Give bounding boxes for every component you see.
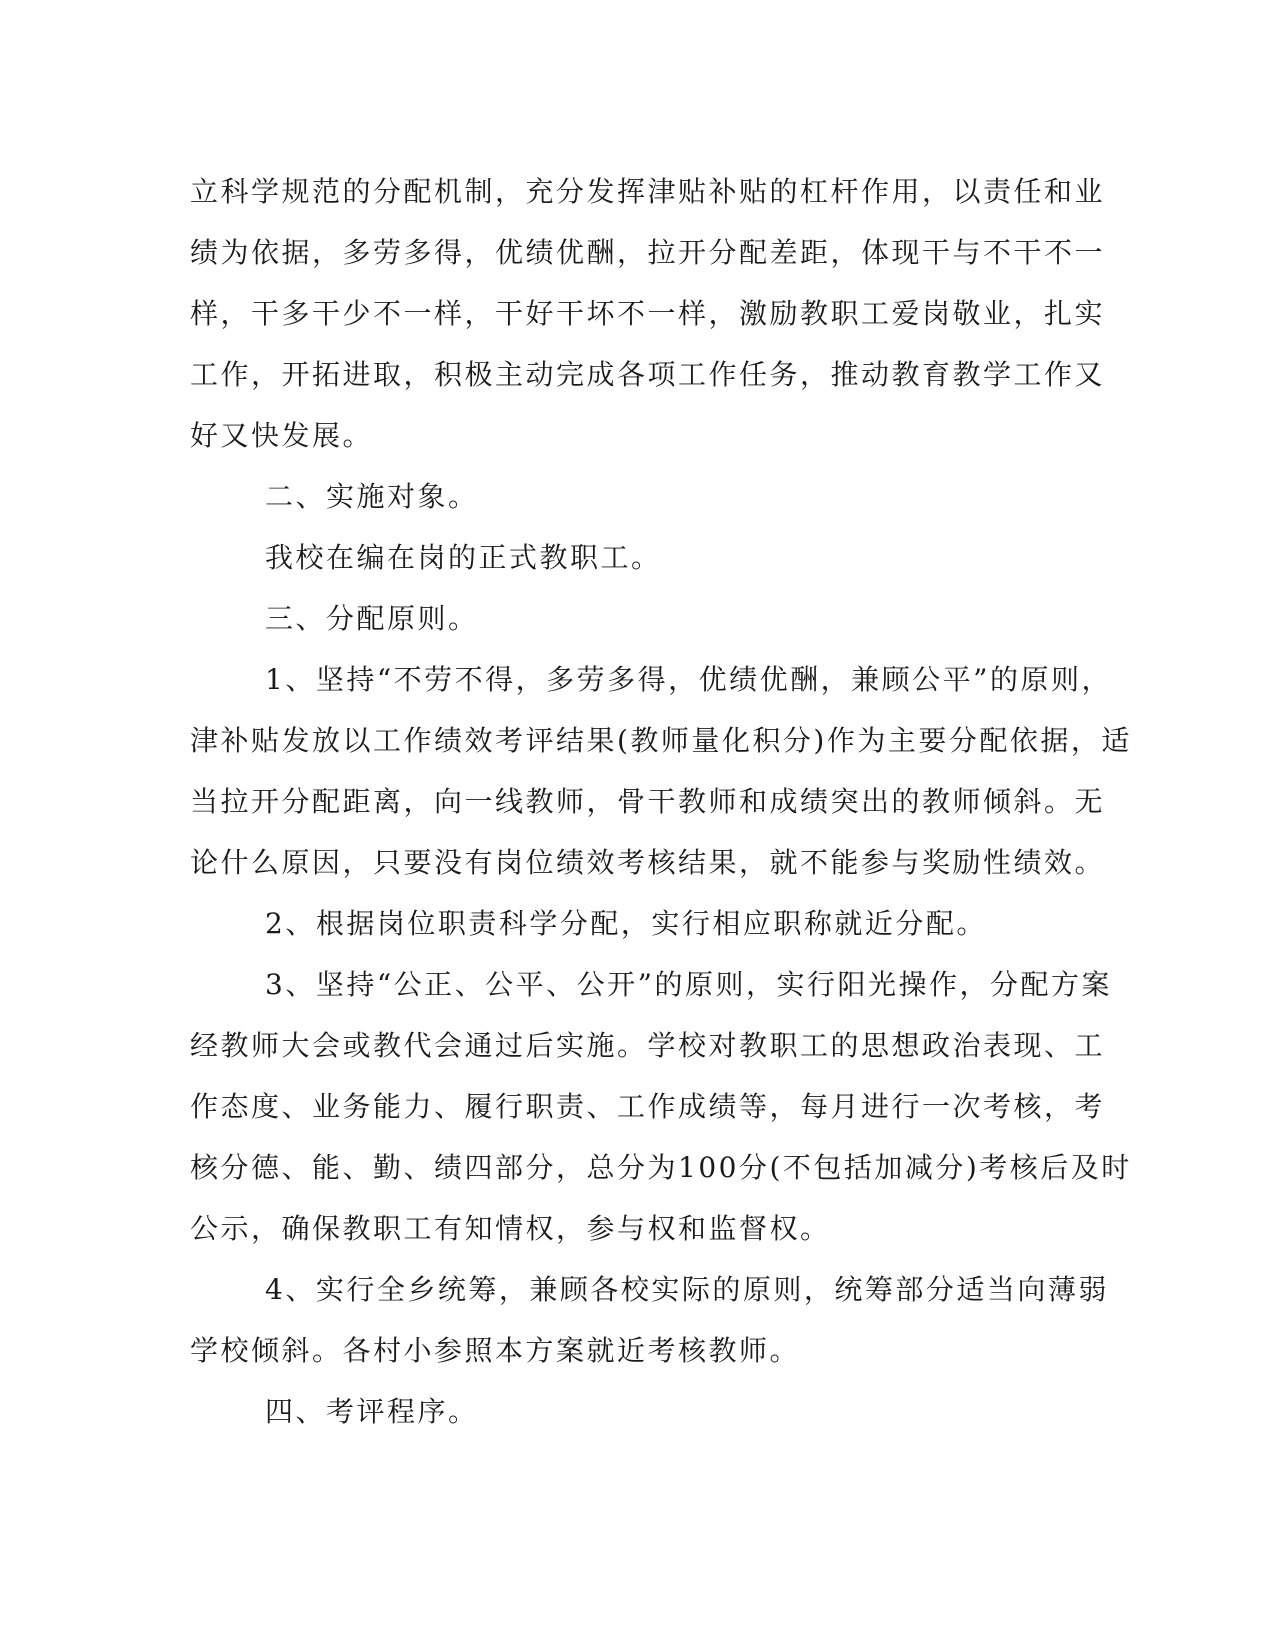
text-line: 经教师大会或教代会通过后实施。学校对教职工的思想政治表现、工 xyxy=(190,1029,1106,1062)
text-line: 三、分配原则。 xyxy=(265,602,479,635)
text-line: 1、坚持“不劳不得，多劳多得，优绩优酬，兼顾公平”的原则， xyxy=(265,663,1112,696)
text-line: 论什么原因，只要没有岗位绩效考核结果，就不能参与奖励性绩效。 xyxy=(190,846,1106,879)
text-line: 四、考评程序。 xyxy=(265,1395,479,1428)
text-line: 立科学规范的分配机制，充分发挥津贴补贴的杠杆作用，以责任和业 xyxy=(190,175,1106,208)
text-line: 作态度、业务能力、履行职责、工作成绩等，每月进行一次考核，考 xyxy=(190,1090,1106,1123)
text-line: 4、实行全乡统筹，兼顾各校实际的原则，统筹部分适当向薄弱 xyxy=(265,1273,1109,1306)
text-line: 工作，开拓进取，积极主动完成各项工作任务，推动教育教学工作又 xyxy=(190,358,1106,391)
text-line: 学校倾斜。各村小参照本方案就近考核教师。 xyxy=(190,1334,801,1367)
text-line: 绩为依据，多劳多得，优绩优酬，拉开分配差距，体现干与不干不一 xyxy=(190,236,1106,269)
document-body xyxy=(190,161,1132,1442)
text-line: 公示，确保教职工有知情权，参与权和监督权。 xyxy=(190,1212,831,1245)
text-line: 好又快发展。 xyxy=(190,419,374,452)
text-line: 我校在编在岗的正式教职工。 xyxy=(265,541,662,574)
text-line: 津补贴发放以工作绩效考评结果(教师量化积分)作为主要分配依据，适 xyxy=(190,724,1132,757)
text-line: 3、坚持“公正、公平、公开”的原则，实行阳光操作，分配方案 xyxy=(265,968,1112,1001)
text-line: 2、根据岗位职责科学分配，实行相应职称就近分配。 xyxy=(265,907,987,940)
text-line: 当拉开分配距离，向一线教师，骨干教师和成绩突出的教师倾斜。无 xyxy=(190,785,1106,818)
text-line: 核分德、能、勤、绩四部分，总分为100分(不包括加减分)考核后及时 xyxy=(190,1151,1132,1184)
text-line: 样，干多干少不一样，干好干坏不一样，激励教职工爱岗敬业，扎实 xyxy=(190,297,1106,330)
text-line: 二、实施对象。 xyxy=(265,480,479,513)
